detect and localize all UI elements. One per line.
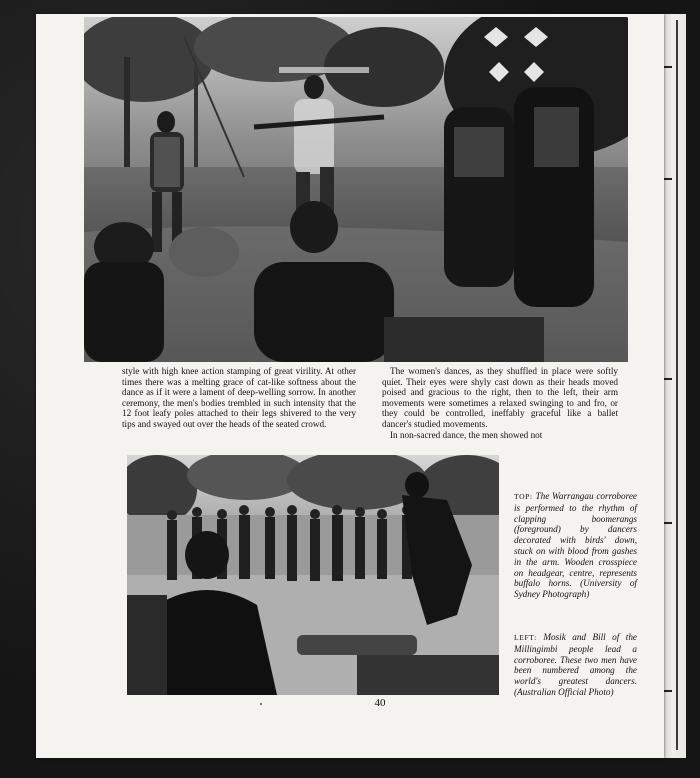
caption-lead-left: LEFT: (514, 633, 537, 642)
caption-top (514, 491, 637, 600)
left-photo-millingimbi-corroboree (127, 455, 499, 695)
caption-text-top: The Warrangau corroboree is performed to the rhythm of clapping boomerangs (foreground) by dancers decorated with birds' down, stuck on with blood from gashes in the arm. Wooden crosspiece on headgear, centre, represents buffalo horns. (University of Sydney Photograph) (514, 491, 637, 600)
top-photo-warrangau-corroboree (84, 17, 628, 362)
body-paragraph: style with high knee action stamping of great virility. At other times there was a melting grace of cat-like softness about the dance as if it were a lament of deep-welling sorrow. In another ceremony, the men's bodies trembled in such intensity that the 12 foot leafy poles attached to their legs shivered to the very tips and swayed out over the heads of the seated crowd. (122, 366, 356, 429)
body-column-right (382, 366, 618, 440)
body-column-left (122, 366, 356, 430)
caption-text-left: Mosik and Bill of the Millingimbi people lead a corroboree. These two men have been numbered among the world's greatest dancers. (Australian Official Photo) (514, 632, 638, 697)
page-number: 40 (374, 697, 386, 709)
caption-left (514, 632, 637, 698)
body-paragraph: In non-sacred dance, the men showed not (390, 429, 543, 440)
binding-line (676, 20, 678, 750)
caption-lead-top: TOP: (514, 492, 533, 501)
body-paragraph: The women's dances, as they shuffled in place were softly quiet. Their eyes were shyly cast down as their heads moved poised and gracious to the right, then to the left, their arm movements were sometimes a relaxed swinging to and fro, or they could be controlled, ineffably graceful like a ballet dancer's studied movements. (382, 366, 618, 429)
print-speck (260, 703, 262, 705)
facing-page-edge (664, 14, 686, 758)
